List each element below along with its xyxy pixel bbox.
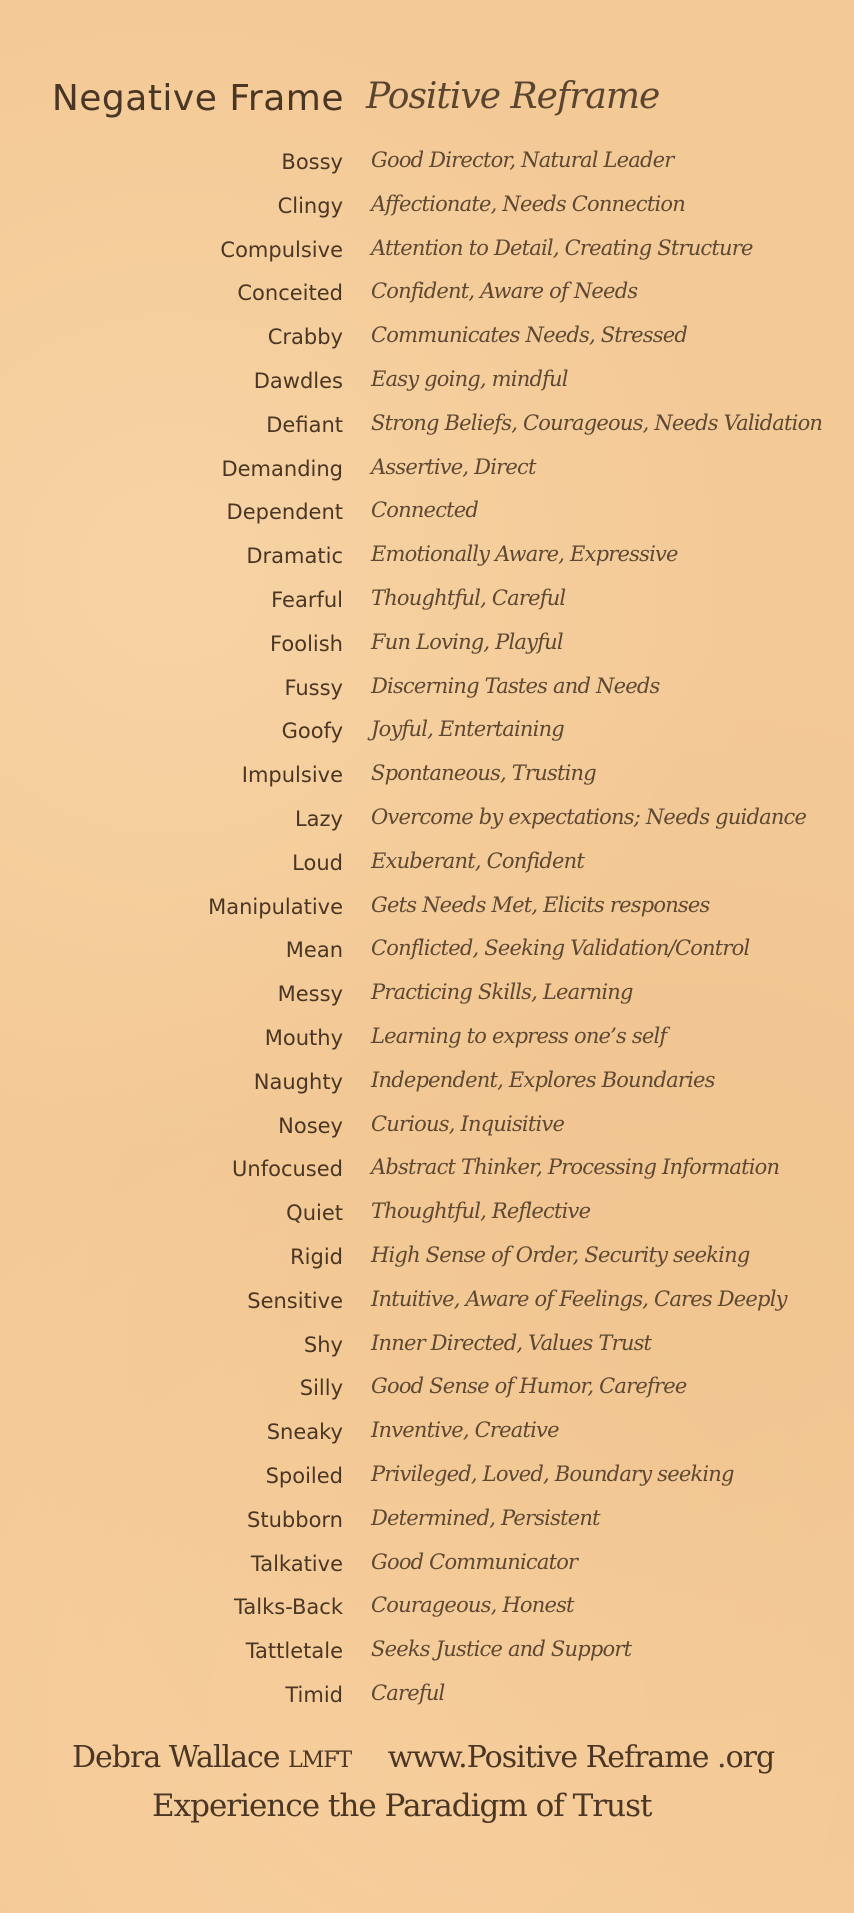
tagline: Experience the Paradigm of Trust [152, 1788, 652, 1824]
negative-term: Rigid [290, 1244, 343, 1269]
table-row [0, 1151, 854, 1195]
negative-term: Crabby [267, 325, 343, 350]
negative-term: Dramatic [246, 544, 343, 569]
negative-term: Fussy [284, 675, 343, 700]
author-name: Debra Wallace [72, 1740, 280, 1775]
table-row [0, 1370, 854, 1414]
positive-reframe: Privileged, Loved, Boundary seeking [371, 1461, 734, 1486]
positive-reframe: Conflicted, Seeking Validation/Control [371, 936, 750, 961]
positive-reframe: Connected [371, 498, 479, 523]
table-row [0, 1633, 854, 1677]
table-row [0, 451, 854, 495]
negative-term: Impulsive [241, 763, 343, 788]
positive-reframe: Emotionally Aware, Expressive [371, 542, 678, 567]
negative-term: Clingy [277, 193, 343, 218]
negative-term: Dawdles [253, 368, 343, 393]
column-headers [0, 72, 854, 132]
positive-reframe: Thoughtful, Careful [371, 585, 566, 610]
negative-term: Unfocused [232, 1157, 343, 1182]
table-row [0, 801, 854, 845]
table-row [0, 976, 854, 1020]
positive-reframe: Fun Loving, Playful [371, 629, 563, 654]
negative-term: Sensitive [247, 1288, 343, 1313]
positive-reframe: Thoughtful, Reflective [371, 1199, 591, 1224]
table-row [0, 407, 854, 451]
negative-term: Talkative [250, 1551, 343, 1576]
table-row [0, 889, 854, 933]
reframe-list [0, 144, 854, 1721]
positive-reframe: Discerning Tastes and Needs [371, 673, 660, 698]
positive-reframe: Intuitive, Aware of Feelings, Cares Deeply [371, 1286, 787, 1311]
negative-term: Conceited [237, 281, 343, 306]
table-row [0, 1327, 854, 1371]
negative-term: Shy [303, 1332, 343, 1357]
table-row [0, 144, 854, 188]
table-row [0, 757, 854, 801]
negative-term: Quiet [286, 1201, 343, 1226]
positive-reframe: Courageous, Honest [371, 1593, 574, 1618]
negative-term: Defiant [266, 412, 343, 437]
positive-reframe: Exuberant, Confident [371, 848, 585, 873]
positive-reframe: Inner Directed, Values Trust [371, 1330, 652, 1355]
negative-term: Talks-Back [234, 1595, 343, 1620]
positive-reframe: Careful [371, 1680, 445, 1705]
table-row [0, 232, 854, 276]
table-row [0, 275, 854, 319]
negative-term: Silly [299, 1376, 343, 1401]
table-row [0, 1502, 854, 1546]
positive-reframe: Confident, Aware of Needs [371, 279, 638, 304]
positive-reframe-heading: Positive Reframe [366, 76, 660, 117]
table-row [0, 1677, 854, 1721]
positive-reframe: Easy going, mindful [371, 366, 568, 391]
positive-reframe: Seeks Justice and Support [371, 1637, 632, 1662]
positive-reframe: Curious, Inquisitive [371, 1111, 565, 1136]
table-row [0, 582, 854, 626]
negative-term: Naughty [253, 1069, 343, 1094]
negative-term: Lazy [294, 806, 343, 831]
negative-term: Nosey [278, 1113, 343, 1138]
positive-reframe: Communicates Needs, Stressed [371, 323, 688, 348]
positive-reframe: Assertive, Direct [371, 454, 536, 479]
positive-reframe: Determined, Persistent [371, 1505, 600, 1530]
positive-reframe: Joyful, Entertaining [371, 717, 564, 742]
positive-reframe: Good Sense of Humor, Carefree [371, 1374, 687, 1399]
negative-term: Loud [292, 850, 343, 875]
author-credential: LMFT [288, 1748, 352, 1773]
negative-term: Manipulative [208, 894, 343, 919]
positive-reframe: Overcome by expectations; Needs guidance [371, 804, 807, 829]
table-row [0, 188, 854, 232]
negative-term: Timid [285, 1682, 343, 1707]
negative-term: Fearful [271, 587, 343, 612]
table-row [0, 626, 854, 670]
negative-term: Bossy [281, 150, 343, 174]
positive-reframe: Inventive, Creative [371, 1418, 559, 1443]
positive-reframe: High Sense of Order, Security seeking [371, 1242, 750, 1267]
positive-reframe: Spontaneous, Trusting [371, 761, 596, 786]
negative-term: Dependent [226, 500, 343, 525]
negative-term: Stubborn [247, 1507, 343, 1532]
positive-reframe: Practicing Skills, Learning [371, 980, 633, 1005]
table-row [0, 319, 854, 363]
positive-reframe: Strong Beliefs, Courageous, Needs Validation [371, 410, 823, 435]
positive-reframe: Learning to express one’s self [371, 1023, 667, 1048]
positive-reframe: Affectionate, Needs Connection [371, 191, 685, 216]
table-row [0, 363, 854, 407]
table-row [0, 1589, 854, 1633]
negative-term: Foolish [270, 631, 343, 656]
negative-term: Demanding [221, 456, 343, 481]
table-row [0, 713, 854, 757]
negative-term: Mean [285, 938, 343, 963]
table-row [0, 845, 854, 889]
negative-term: Mouthy [264, 1025, 343, 1050]
footer-credit-line [72, 1740, 774, 1775]
table-row [0, 1546, 854, 1590]
negative-term: Spoiled [265, 1463, 343, 1488]
table-row [0, 932, 854, 976]
positive-reframe: Independent, Explores Boundaries [371, 1067, 715, 1092]
negative-term: Compulsive [220, 237, 343, 262]
table-row [0, 1414, 854, 1458]
negative-term: Sneaky [266, 1420, 343, 1445]
table-row [0, 494, 854, 538]
website-link[interactable]: www.Positive Reframe .org [387, 1740, 775, 1775]
positive-reframe: Gets Needs Met, Elicits responses [371, 892, 710, 917]
table-row [0, 1458, 854, 1502]
positive-reframe: Attention to Detail, Creating Structure [371, 235, 753, 260]
negative-term: Messy [277, 982, 343, 1007]
negative-frame-heading: Negative Frame [51, 78, 344, 119]
positive-reframe: Good Communicator [371, 1549, 578, 1574]
positive-reframe: Good Director, Natural Leader [371, 148, 674, 172]
table-row [0, 1239, 854, 1283]
table-row [0, 1195, 854, 1239]
negative-term: Goofy [281, 719, 343, 744]
positive-reframe: Abstract Thinker, Processing Information [371, 1155, 780, 1180]
table-row [0, 538, 854, 582]
table-row [0, 1283, 854, 1327]
table-row [0, 1108, 854, 1152]
table-row [0, 1064, 854, 1108]
table-row [0, 670, 854, 714]
negative-term: Tattletale [245, 1639, 343, 1664]
table-row [0, 1020, 854, 1064]
